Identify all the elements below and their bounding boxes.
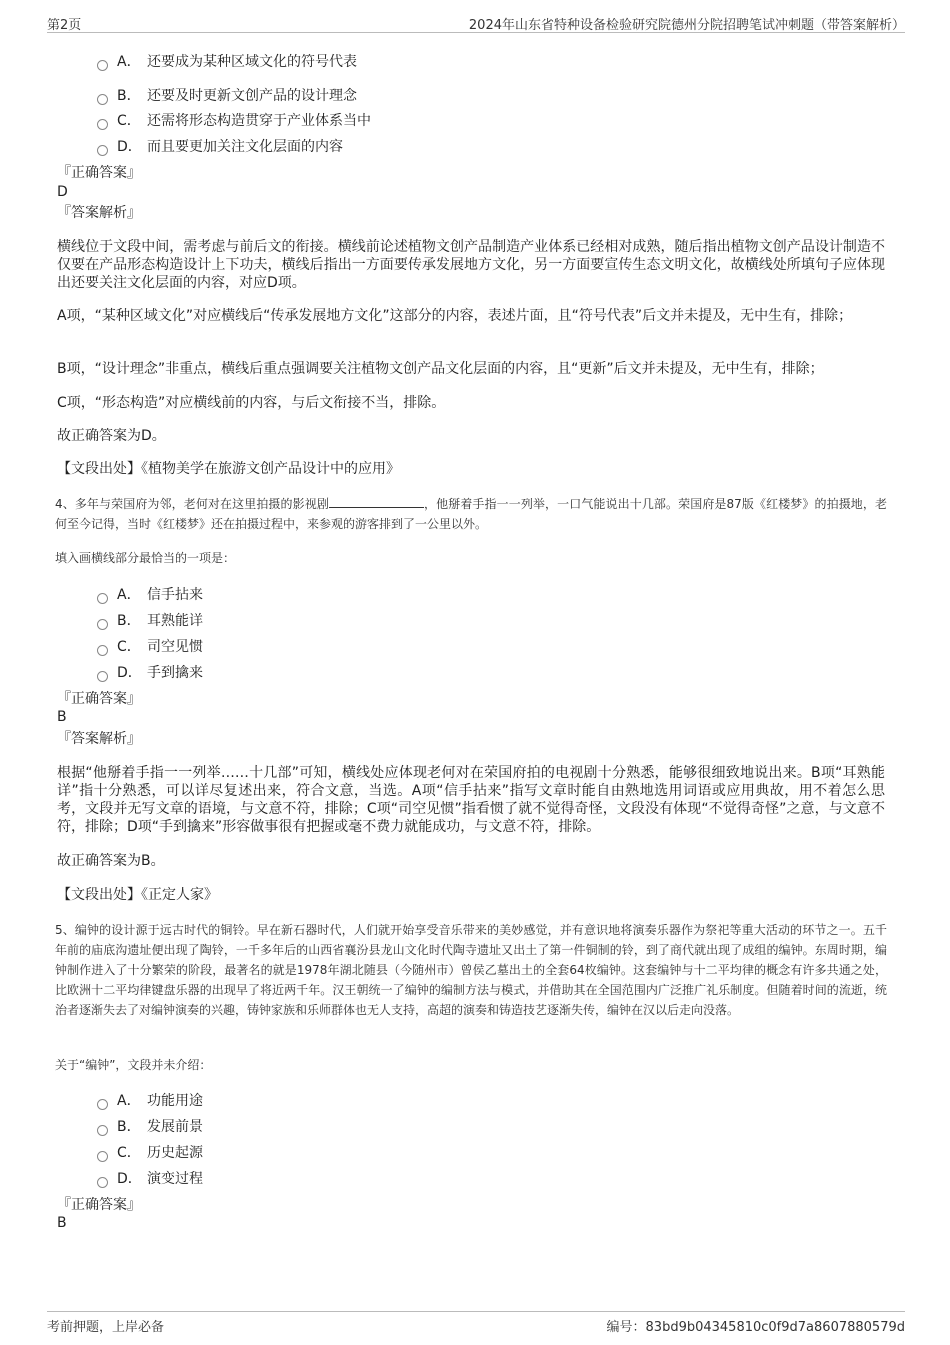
radio-icon[interactable]: [97, 593, 108, 604]
radio-icon[interactable]: [97, 94, 108, 105]
q3-option-b[interactable]: B． 还要及时更新文创产品的设计理念: [97, 85, 357, 105]
q5-option-b[interactable]: B． 发展前景: [97, 1116, 203, 1136]
q4-option-b[interactable]: B． 耳熟能详: [97, 610, 203, 630]
fill-blank: [329, 495, 424, 508]
radio-icon[interactable]: [97, 1151, 108, 1162]
document-code: 编号：83bd9b04345810c0f9d7a8607880579d: [606, 1320, 905, 1335]
radio-icon[interactable]: [97, 145, 108, 156]
page-header: [47, 12, 905, 33]
q3-option-a[interactable]: A． 还要成为某种区域文化的符号代表: [97, 51, 357, 71]
q5-option-c[interactable]: C． 历史起源: [97, 1142, 203, 1162]
radio-icon[interactable]: [97, 671, 108, 682]
q3-option-c[interactable]: C． 还需将形态构造贯穿于产业体系当中: [97, 110, 371, 130]
radio-icon[interactable]: [97, 645, 108, 656]
radio-icon[interactable]: [97, 119, 108, 130]
q5-stem: 5、编钟的设计源于远古时代的铜铃。早在新石器时代，人们就开始享受音乐带来的美妙感觉，并有意识地将演奏乐器作为祭祀等重大活动的环节之一。五千年前的庙底沟遗址便出现了陶铃，一千多年后的山西省襄汾县龙山文化时代陶寺遗址又出土了第一件铜制的铃，到了商代就出现了成组的编钟。东周时期，编钟制作进入了十分繁荣的阶段，最著名的就是1978年湖北随县（今随州市）曾侯乙墓出土的全套64枚编钟。这套编钟与十二平均律的概念有许多共通之处，比欧洲十二平均律键盘乐器的出现早了将近两千年。汉王朝统一了编钟的编制方法与模式，并借助其在全国范围内广泛推广礼乐制度。但随着时间的流逝，统治者逐渐失去了对编钟演奏的兴趣，铸钟家族和乐师群体也无人支持，高超的演奏和铸造技艺逐渐失传，编钟在汉以后走向没落。: [55, 923, 887, 1017]
q5-option-a[interactable]: A． 功能用途: [97, 1090, 203, 1110]
q4-option-a[interactable]: A． 信手拈来: [97, 584, 203, 604]
q3-source: 【文段出处】《植物美学在旅游文创产品设计中的应用》: [57, 461, 400, 477]
q5-option-d[interactable]: D． 演变过程: [97, 1168, 203, 1188]
q4-source: 【文段出处】《正定人家》: [57, 887, 218, 903]
q4-analysis-p1: 根据“他掰着手指一一列举……十几部”可知，横线处应体现老何对在荣国府拍的电视剧十分熟悉，能够很细致地说出来。B项“耳熟能详”指十分熟悉，可以详尽复述出来，符合文意，当选。A项“信手拈来”指写文章时能自由熟地选用词语或应用典故，用不着怎么思考，文段并无写文章的语境，与文意不符，排除；C项“司空见惯”指看惯了就不觉得奇怪，文段没有体现“不觉得奇怪”之意，与文意不符，排除；D项“手到擒来”形容做事很有把握或毫不费力就能成功，与文意不符，排除。: [57, 765, 885, 835]
page-footer: [47, 1311, 905, 1338]
q5-answer: B: [57, 1215, 67, 1231]
q5-answer-label: 『正确答案』: [57, 1197, 141, 1213]
q3-analysis-label: 『答案解析』: [57, 205, 141, 221]
radio-icon[interactable]: [97, 1099, 108, 1110]
q4-stem: 4、多年与荣国府为邻，老何对在这里拍摄的影视剧 ，他掰着手指一一列举，一口气能说出十几部。荣国府是87版《红楼梦》的拍摄地，老何至今记得，当时《红楼梦》还在拍摄过程中，来参观的游客排到了一公里以外。: [55, 497, 887, 531]
radio-icon[interactable]: [97, 619, 108, 630]
document-title: 2024年山东省特种设备检验研究院德州分院招聘笔试冲刺题（带答案解析）: [468, 18, 905, 33]
q3-analysis-p5: 故正确答案为D。: [57, 428, 166, 444]
page-number: 第2页: [47, 18, 82, 33]
q3-analysis-p2: A项，“某种区域文化”对应横线后“传承发展地方文化”这部分的内容，表述片面，且“符号代表”后文并未提及，无中生有，排除；: [57, 308, 853, 324]
q3-answer: D: [57, 184, 68, 200]
radio-icon[interactable]: [97, 60, 108, 71]
q3-analysis-p3: B项，“设计理念”非重点，横线后重点强调要关注植物文创产品文化层面的内容，且“更新”后文并未提及，无中生有，排除；: [57, 361, 824, 377]
q5-prompt: 关于“编钟”，文段并未介绍：: [55, 1058, 212, 1072]
q4-option-d[interactable]: D． 手到擒来: [97, 662, 203, 682]
q4-answer-label: 『正确答案』: [57, 691, 141, 707]
q4-analysis-p2: 故正确答案为B。: [57, 853, 165, 869]
q3-analysis-p4: C项，“形态构造”对应横线前的内容，与后文衔接不当，排除。: [57, 395, 446, 411]
radio-icon[interactable]: [97, 1125, 108, 1136]
radio-icon[interactable]: [97, 1177, 108, 1188]
footer-slogan: 考前押题，上岸必备: [47, 1320, 165, 1335]
q3-analysis-p1: 横线位于文段中间，需考虑与前后文的衔接。横线前论述植物文创产品制造产业体系已经相对成熟，随后指出植物文创产品设计制造不仅要在产品形态构造设计上下功夫，横线后指出一方面要传承发展地方文化，另一方面要宣传生态文明文化，故横线处所填句子应体现出还要关注文化层面的内容，对应D项。: [57, 239, 885, 291]
q4-option-c[interactable]: C． 司空见惯: [97, 636, 203, 656]
q4-prompt: 填入画横线部分最恰当的一项是：: [55, 551, 236, 565]
q4-answer: B: [57, 709, 67, 725]
q3-answer-label: 『正确答案』: [57, 165, 141, 181]
q3-option-d[interactable]: D． 而且要更加关注文化层面的内容: [97, 136, 343, 156]
q4-analysis-label: 『答案解析』: [57, 731, 141, 747]
